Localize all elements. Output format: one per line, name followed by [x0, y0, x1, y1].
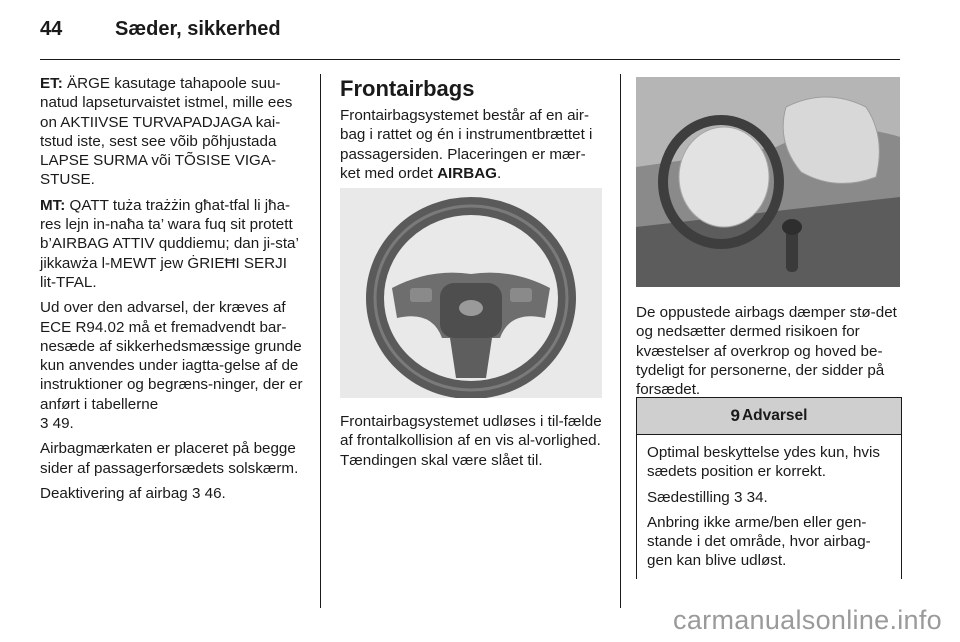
intro-end: .	[497, 164, 502, 182]
warning-triangle-icon: 9	[730, 406, 740, 425]
warning-seat-ref: Sædestilling 3 34.	[647, 488, 768, 506]
paragraph-mt	[40, 196, 305, 292]
section-heading: Frontairbags	[340, 76, 475, 101]
intro-text: Frontairbagsystemet består af en air-bag i rattet og én i instrumentbrættet i passagersiden. Placeringen er mær-ket med ordet	[340, 107, 593, 182]
warning-text: Optimal beskyttelse ydes kun, hvis sædets position er korrekt.	[647, 444, 880, 481]
deployed-airbags-image	[636, 77, 900, 287]
watermark: carmanualsonline.info	[673, 605, 942, 635]
warning-body	[637, 435, 901, 571]
column-divider	[620, 74, 621, 608]
warning-border	[636, 569, 637, 579]
text-ece: Ud over den advarsel, der kræves af ECE R94.02 må et fremadvendt bar-nesæde af sikkerhedsmæssige grunde kun anvendes under iagtta-gelse af de instruktioner og begræns-ninger, der er anført i tabellerne	[40, 299, 303, 413]
header-rule	[40, 59, 900, 60]
paragraph-deactivation: Deaktivering af airbag 3 46.	[40, 484, 226, 502]
column-divider	[320, 74, 321, 608]
paragraph-intro	[340, 106, 602, 183]
column-middle	[340, 74, 602, 189]
text-mt: QATT tuża trażżin għat-tfal li jħa-res lejn in-naħa ta’ wara fuq sit protett b’AIRBAG ATTIV quddiemu; dan ji-sta’ jikkawża l-MEWT jew ĠRIEĦI SERJI lit-TFAL.	[40, 196, 299, 291]
page-number: 44	[40, 18, 63, 40]
warning-box	[636, 397, 902, 570]
paragraph-deployment: Frontairbagsystemet udløses i til-fælde af frontalkollision af en vis al-vorlighed. Tændingen skal være slået til.	[340, 413, 602, 469]
page-reference[interactable]: 3 49.	[40, 415, 74, 433]
paragraph-ece	[40, 298, 305, 433]
steering-wheel-image	[340, 188, 602, 398]
paragraph-et	[40, 74, 305, 190]
column-left	[40, 74, 305, 509]
warning-border	[901, 569, 902, 579]
lang-label-mt: MT:	[40, 196, 66, 214]
warning-text: Anbring ikke arme/ben eller gen-stande i det område, hvor airbag-gen kan blive udløst.	[647, 513, 871, 570]
intro-bold: AIRBAG	[437, 164, 497, 182]
page-header	[40, 18, 900, 58]
paragraph-protection: De oppustede airbags dæmper stø-det og nedsætter dermed risikoen for kvæstelser af overkrop og hoved be-tydeligt for personerne, der sidder på forsædet.	[636, 304, 897, 399]
paragraph-label-location: Airbagmærkaten er placeret på begge sider af passagerforsædets solskærm.	[40, 440, 299, 477]
warning-title: Advarsel	[741, 407, 808, 424]
page-title: Sæder, sikkerhed	[115, 18, 281, 40]
text-et: ÄRGE kasutage tahapoole suu-natud lapseturvaistet istmel, mille ees on AKTIIVSE TURVAPADJAGA kai-tstud iste, sest see võib põhjustada LAPSE SURMA või TÕSISE VIGA-STUSE.	[40, 75, 293, 189]
lang-label-et: ET:	[40, 75, 63, 92]
warning-header	[637, 398, 901, 435]
